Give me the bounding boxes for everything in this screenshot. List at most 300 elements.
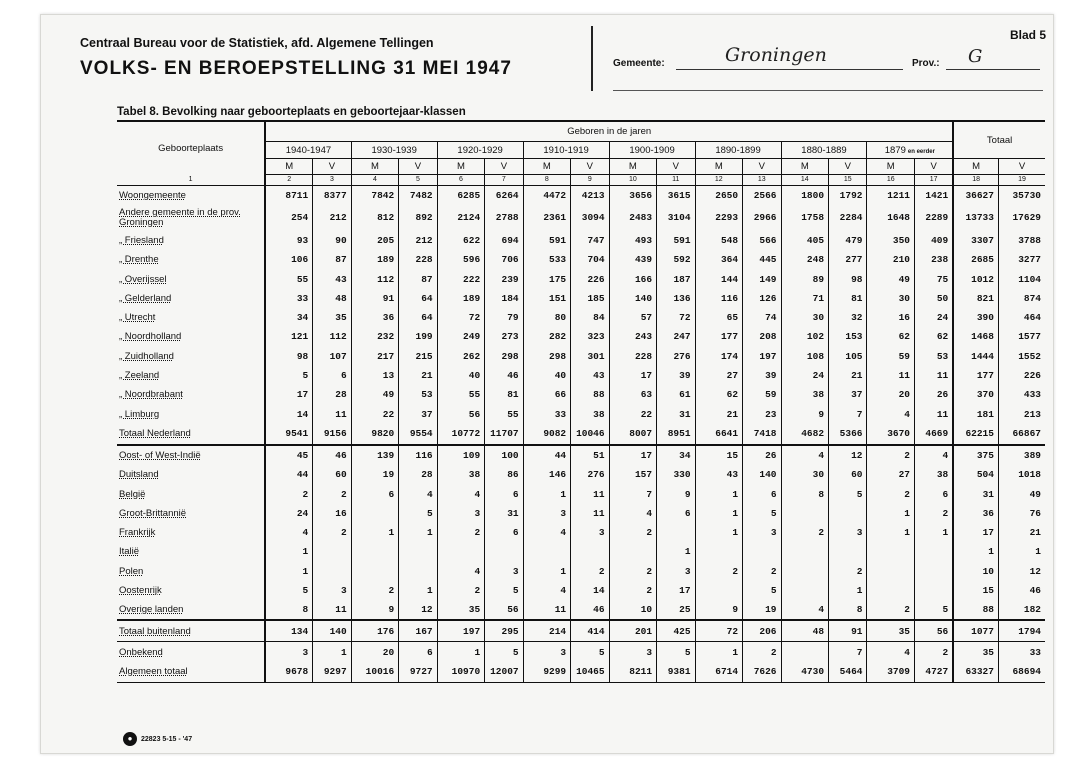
table-cell: 389 [998, 445, 1045, 465]
form-header [80, 26, 585, 86]
table-cell: 2566 [743, 185, 781, 205]
table-cell: 1 [437, 642, 485, 662]
table-cell: 3 [437, 504, 485, 523]
table-cell: 298 [523, 347, 571, 366]
table-cell: 15 [695, 445, 743, 465]
table-cell: 262 [437, 347, 485, 366]
table-cell: 153 [829, 327, 867, 346]
table-cell: 2289 [915, 205, 954, 231]
table-cell: 4 [781, 600, 829, 620]
prov-label: Prov.: [912, 58, 940, 69]
table-cell: 5 [265, 366, 313, 385]
table-cell: 140 [313, 620, 351, 642]
table-cell: 30 [781, 465, 829, 484]
table-cell: 146 [523, 465, 571, 484]
table-cell: 9541 [265, 424, 313, 445]
table-cell: 566 [743, 231, 781, 250]
table-cell: 136 [657, 289, 695, 308]
table-cell: 1 [695, 504, 743, 523]
table-cell [915, 542, 954, 561]
table-cell: 6285 [437, 185, 485, 205]
col-head-place: Geboorteplaats [117, 121, 265, 174]
table-cell: 51 [571, 445, 609, 465]
table-cell [915, 581, 954, 600]
table-cell: 72 [437, 308, 485, 327]
table-cell: 22 [351, 404, 399, 423]
table-cell [867, 542, 915, 561]
table-cell: 4 [609, 504, 657, 523]
table-cell: 226 [571, 269, 609, 288]
table-cell: 167 [399, 620, 437, 642]
table-cell: 243 [609, 327, 657, 346]
row-label: België [119, 488, 146, 500]
row-label: „ Utrecht [119, 312, 156, 324]
table-cell: 187 [657, 269, 695, 288]
table-cell [571, 542, 609, 561]
table-cell: 13 [351, 366, 399, 385]
year-group [437, 141, 523, 158]
table-cell: 5 [657, 642, 695, 662]
table-cell: 66 [523, 385, 571, 404]
table-cell: 49 [998, 484, 1045, 503]
table-cell: 276 [571, 465, 609, 484]
table-cell: 151 [523, 289, 571, 308]
table-cell: 1 [657, 542, 695, 561]
table-cell: 4213 [571, 185, 609, 205]
table-cell: 548 [695, 231, 743, 250]
year-group-label: 1920-1929 [457, 144, 503, 156]
table-cell: 8211 [609, 662, 657, 683]
table-cell: 46 [998, 581, 1045, 600]
table-cell: 2650 [695, 185, 743, 205]
table-cell: 215 [399, 347, 437, 366]
table-cell: 121 [265, 327, 313, 346]
table-cell: 22 [609, 404, 657, 423]
sex-label: V [571, 159, 609, 174]
table-cell: 2 [915, 642, 954, 662]
table-cell: 102 [781, 327, 829, 346]
table-cell: 53 [399, 385, 437, 404]
population-table [117, 120, 1045, 683]
row-label: Woongemeente [119, 189, 186, 201]
table-cell: 60 [829, 465, 867, 484]
table-cell: 8377 [313, 185, 351, 205]
table-cell: 874 [998, 289, 1045, 308]
table-cell: 3 [609, 642, 657, 662]
year-group [609, 141, 695, 158]
table-cell: 1 [915, 523, 954, 542]
table-cell: 214 [523, 620, 571, 642]
table-cell: 2 [781, 523, 829, 542]
table-cell: 2483 [609, 205, 657, 231]
table-cell: 62 [695, 385, 743, 404]
table-cell: 80 [523, 308, 571, 327]
col-number: 3 [313, 174, 351, 185]
table-cell: 1800 [781, 185, 829, 205]
table-cell: 8 [829, 600, 867, 620]
table-row [117, 581, 1045, 600]
table-cell: 86 [485, 465, 523, 484]
table-cell: 20 [351, 642, 399, 662]
table-row [117, 404, 1045, 423]
header-row-top [117, 121, 1045, 141]
table-cell: 11 [915, 404, 954, 423]
col-head-total: Totaal [953, 121, 1045, 159]
table-cell: 35 [953, 642, 998, 662]
table-cell: 53 [915, 347, 954, 366]
table-cell: 213 [998, 404, 1045, 423]
table-cell: 197 [743, 347, 781, 366]
table-row [117, 231, 1045, 250]
table-cell: 3 [523, 642, 571, 662]
table-cell: 1421 [915, 185, 954, 205]
table-cell: 72 [657, 308, 695, 327]
table-cell: 2788 [485, 205, 523, 231]
table-cell: 6264 [485, 185, 523, 205]
table-cell: 21 [399, 366, 437, 385]
gemeente-line [676, 69, 903, 70]
table-cell: 140 [609, 289, 657, 308]
table-cell: 1 [523, 562, 571, 581]
table-cell: 414 [571, 620, 609, 642]
year-group [265, 141, 351, 158]
table-cell: 390 [953, 308, 998, 327]
table-cell: 4 [915, 445, 954, 465]
table-cell: 479 [829, 231, 867, 250]
table-cell: 31 [657, 404, 695, 423]
table-cell: 5 [829, 484, 867, 503]
table-cell: 6 [485, 523, 523, 542]
table-cell [867, 581, 915, 600]
table-cell: 21 [829, 366, 867, 385]
header-rule [613, 90, 1043, 91]
table-cell: 3 [313, 581, 351, 600]
table-cell: 301 [571, 347, 609, 366]
table-cell: 62 [915, 327, 954, 346]
table-cell: 28 [313, 385, 351, 404]
header-row-colnums [117, 174, 1045, 185]
table-cell: 375 [953, 445, 998, 465]
table-cell: 592 [657, 250, 695, 269]
table-cell [695, 542, 743, 561]
table-cell: 1 [867, 504, 915, 523]
table-cell: 11 [523, 600, 571, 620]
print-code-text: 22823 5-15 - '47 [141, 735, 193, 743]
table-cell: 2361 [523, 205, 571, 231]
table-cell: 49 [867, 269, 915, 288]
table-cell: 3 [657, 562, 695, 581]
table-cell: 112 [351, 269, 399, 288]
table-cell: 1792 [829, 185, 867, 205]
table-cell: 91 [351, 289, 399, 308]
table-cell: 9820 [351, 424, 399, 445]
table-cell: 17629 [998, 205, 1045, 231]
table-cell: 2124 [437, 205, 485, 231]
table-cell: 7 [829, 642, 867, 662]
table-cell: 9299 [523, 662, 571, 683]
table-cell [781, 642, 829, 662]
table-cell: 9554 [399, 424, 437, 445]
table-cell: 63327 [953, 662, 998, 683]
table-cell: 87 [399, 269, 437, 288]
row-label: Algemeen totaal [117, 662, 265, 683]
table-cell: 1 [399, 581, 437, 600]
table-cell: 6 [313, 366, 351, 385]
table-cell: 79 [485, 308, 523, 327]
table-cell: 24 [265, 504, 313, 523]
table-cell: 405 [781, 231, 829, 250]
table-cell: 1577 [998, 327, 1045, 346]
table-cell: 6 [351, 484, 399, 503]
table-cell: 7626 [743, 662, 781, 683]
year-group-suffix: en eerder [907, 148, 935, 155]
table-cell: 157 [609, 465, 657, 484]
table-cell: 181 [953, 404, 998, 423]
table-cell: 184 [485, 289, 523, 308]
table-row [117, 385, 1045, 404]
table-cell: 4 [523, 523, 571, 542]
table-cell: 5 [571, 642, 609, 662]
table-cell: 2 [609, 581, 657, 600]
table-cell: 6 [657, 504, 695, 523]
table-cell: 445 [743, 250, 781, 269]
table-cell: 38 [571, 404, 609, 423]
table-row [117, 366, 1045, 385]
table-cell: 27 [695, 366, 743, 385]
table-cell: 37 [829, 385, 867, 404]
table-row [117, 600, 1045, 620]
table-cell: 1468 [953, 327, 998, 346]
table-cell: 5 [743, 581, 781, 600]
table-cell: 17 [609, 366, 657, 385]
row-label: Totaal Nederland [117, 424, 265, 445]
year-group [781, 141, 867, 158]
table-cell: 2 [695, 562, 743, 581]
table-cell: 210 [867, 250, 915, 269]
table-cell: 14 [571, 581, 609, 600]
table-cell: 44 [523, 445, 571, 465]
table-cell: 3788 [998, 231, 1045, 250]
table-cell: 5464 [829, 662, 867, 683]
table-cell: 68694 [998, 662, 1045, 683]
table-cell: 2 [265, 484, 313, 503]
total-row [117, 620, 1045, 642]
col-head-years: Geboren in de jaren [265, 121, 953, 141]
table-cell: 1 [695, 484, 743, 503]
table-cell: 112 [313, 327, 351, 346]
sheet-number: Blad 5 [1009, 28, 1046, 42]
table-cell: 3 [829, 523, 867, 542]
table-cell: 2 [609, 523, 657, 542]
table-cell: 350 [867, 231, 915, 250]
table-cell: 3277 [998, 250, 1045, 269]
table-cell: 1648 [867, 205, 915, 231]
table-cell: 4 [523, 581, 571, 600]
year-group [867, 141, 953, 158]
table-cell: 2 [867, 445, 915, 465]
table-cell: 4 [781, 445, 829, 465]
table-cell: 19 [351, 465, 399, 484]
table-cell: 4682 [781, 424, 829, 445]
table-cell: 17 [953, 523, 998, 542]
table-cell: 1758 [781, 205, 829, 231]
table-cell: 140 [743, 465, 781, 484]
col-number: 12 [695, 174, 743, 185]
table-cell: 2 [867, 484, 915, 503]
table-cell: 182 [998, 600, 1045, 620]
table-cell: 197 [437, 620, 485, 642]
table-cell: 9678 [265, 662, 313, 683]
table-cell: 1444 [953, 347, 998, 366]
table-cell: 185 [571, 289, 609, 308]
table-cell: 5 [915, 600, 954, 620]
table-cell [313, 542, 351, 561]
table-cell: 24 [915, 308, 954, 327]
table-cell: 12 [399, 600, 437, 620]
table-cell: 7418 [743, 424, 781, 445]
table-cell: 6641 [695, 424, 743, 445]
table-cell: 66867 [998, 424, 1045, 445]
table-cell: 61 [657, 385, 695, 404]
print-code [123, 732, 192, 746]
table-cell: 33 [523, 404, 571, 423]
col-number: 18 [953, 174, 998, 185]
table-cell: 43 [313, 269, 351, 288]
table-cell: 1 [265, 562, 313, 581]
table-cell: 3 [485, 562, 523, 581]
table-cell: 56 [485, 600, 523, 620]
table-cell: 254 [265, 205, 313, 231]
table-cell: 39 [657, 366, 695, 385]
col-number: 9 [571, 174, 609, 185]
table-row [117, 642, 1045, 662]
table-cell: 16 [313, 504, 351, 523]
table-cell: 62215 [953, 424, 998, 445]
table-cell: 33 [998, 642, 1045, 662]
prov-value: G [968, 46, 983, 67]
table-cell [781, 581, 829, 600]
table-cell: 2284 [829, 205, 867, 231]
table-cell: 126 [743, 289, 781, 308]
table-cell: 222 [437, 269, 485, 288]
table-cell [313, 562, 351, 581]
sex-label: V [399, 159, 437, 174]
sex-label: M [609, 159, 657, 174]
table-cell: 4727 [915, 662, 954, 683]
table-cell: 2 [829, 562, 867, 581]
sex-label: M [265, 159, 313, 174]
table-cell: 6 [399, 642, 437, 662]
table-cell: 7482 [399, 185, 437, 205]
table-row [117, 465, 1045, 484]
table-cell: 30 [867, 289, 915, 308]
table-cell: 6 [485, 484, 523, 503]
table-cell: 892 [399, 205, 437, 231]
table-cell: 8 [781, 484, 829, 503]
table-cell: 248 [781, 250, 829, 269]
table-cell: 2 [915, 504, 954, 523]
table-cell: 75 [915, 269, 954, 288]
table-cell: 20 [867, 385, 915, 404]
table-cell: 295 [485, 620, 523, 642]
table-cell: 2685 [953, 250, 998, 269]
table-cell: 1 [695, 642, 743, 662]
table-cell: 10970 [437, 662, 485, 683]
table-cell: 1794 [998, 620, 1045, 642]
table-cell: 364 [695, 250, 743, 269]
col-number: 16 [867, 174, 915, 185]
table-cell: 591 [657, 231, 695, 250]
table-cell: 249 [437, 327, 485, 346]
table-cell: 59 [743, 385, 781, 404]
table-cell: 71 [781, 289, 829, 308]
table-cell: 106 [265, 250, 313, 269]
table-cell: 1 [265, 542, 313, 561]
table-cell: 45 [265, 445, 313, 465]
table-cell: 100 [485, 445, 523, 465]
table-row [117, 562, 1045, 581]
table-cell: 189 [351, 250, 399, 269]
sex-label: M [695, 159, 743, 174]
table-cell: 57 [609, 308, 657, 327]
table-cell: 64 [399, 308, 437, 327]
table-cell: 199 [399, 327, 437, 346]
table-cell: 4472 [523, 185, 571, 205]
table-cell: 323 [571, 327, 609, 346]
gemeente-value: Groningen [725, 44, 827, 66]
table-cell: 3615 [657, 185, 695, 205]
col-number: 6 [437, 174, 485, 185]
table-cell: 493 [609, 231, 657, 250]
sex-label: M [953, 159, 998, 174]
table-cell: 706 [485, 250, 523, 269]
table-cell [829, 542, 867, 561]
table-cell: 433 [998, 385, 1045, 404]
table-cell: 19 [743, 600, 781, 620]
table-cell: 38 [915, 465, 954, 484]
table-cell: 21 [998, 523, 1045, 542]
table-row [117, 484, 1045, 503]
table-cell: 55 [437, 385, 485, 404]
table-cell: 84 [571, 308, 609, 327]
table-cell: 38 [437, 465, 485, 484]
table-cell: 7 [829, 404, 867, 423]
sex-label: M [523, 159, 571, 174]
table-cell: 25 [657, 600, 695, 620]
table-cell: 1012 [953, 269, 998, 288]
table-cell: 72 [695, 620, 743, 642]
table-cell: 1 [867, 523, 915, 542]
table-cell: 46 [485, 366, 523, 385]
table-cell: 232 [351, 327, 399, 346]
table-cell: 12 [998, 562, 1045, 581]
printer-logo-icon: ● [123, 732, 137, 746]
row-label: „ Gelderland [119, 292, 172, 304]
table-cell: 464 [998, 308, 1045, 327]
table-cell: 1 [523, 484, 571, 503]
table-cell: 109 [437, 445, 485, 465]
table-row [117, 185, 1045, 205]
table-cell: 409 [915, 231, 954, 250]
table-cell [609, 542, 657, 561]
table-cell: 87 [313, 250, 351, 269]
table-cell: 7 [609, 484, 657, 503]
table-cell: 5366 [829, 424, 867, 445]
year-group-label: 1930-1939 [371, 144, 417, 156]
table-cell: 13733 [953, 205, 998, 231]
sex-label: M [781, 159, 829, 174]
table-cell: 276 [657, 347, 695, 366]
